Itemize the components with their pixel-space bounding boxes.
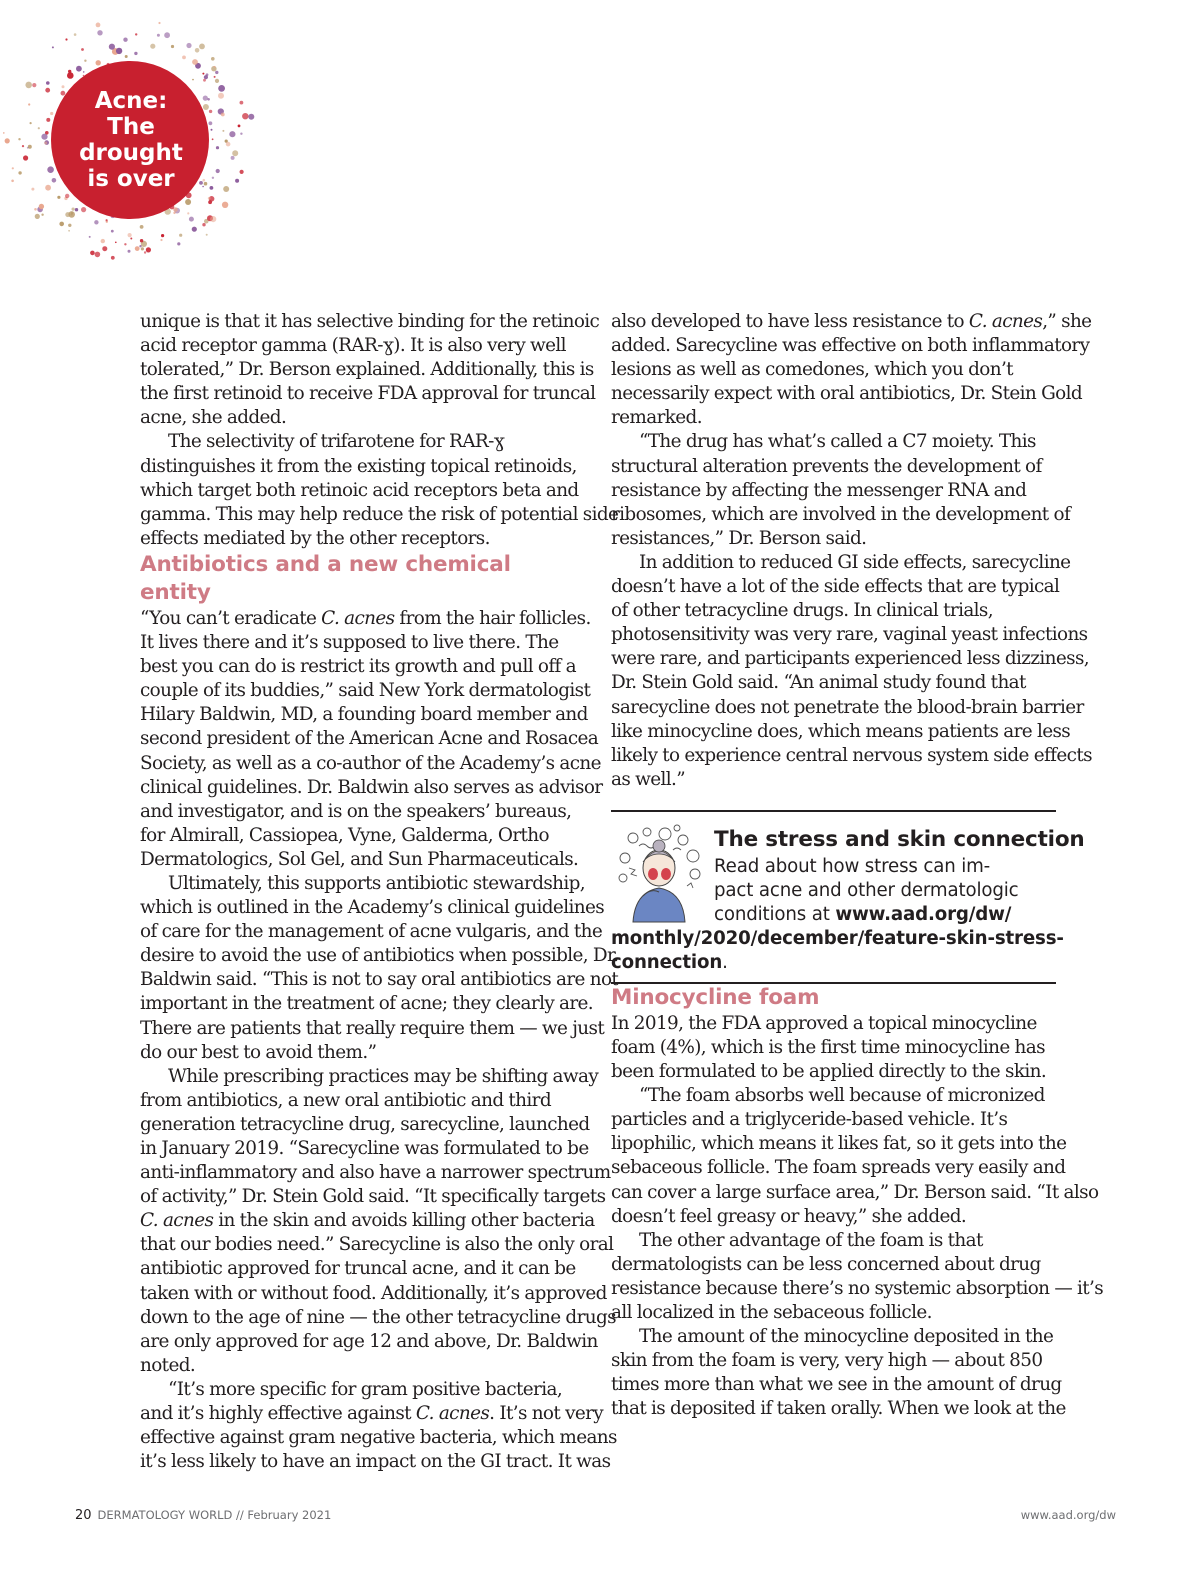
text-line: The selectivity of trifarotene for RAR-ɣ xyxy=(168,431,505,453)
text-line: like minocycline does, which means patients are less xyxy=(611,720,1071,742)
badge-dot xyxy=(164,32,170,38)
callout-body xyxy=(714,855,1059,927)
text-line: photosensitivity was very rare, vaginal yeast infections xyxy=(611,624,1088,646)
badge-dot xyxy=(116,48,122,54)
badge-dot xyxy=(139,245,141,247)
paragraph xyxy=(611,310,1092,430)
text-line: resistance because there’s no systemic absorption — it’s xyxy=(611,1277,1104,1299)
section-heading-antibiotics: Antibiotics and a new chemical entity xyxy=(140,551,511,605)
badge-dot xyxy=(109,44,115,50)
badge-dot xyxy=(45,185,51,191)
badge-dot xyxy=(46,81,50,85)
badge-dot xyxy=(71,214,73,216)
badge-dot xyxy=(150,44,155,49)
paragraph xyxy=(140,1065,616,1378)
badge-dot xyxy=(65,38,67,40)
badge-dot xyxy=(67,72,74,79)
text-line: distinguishes it from the existing topical retinoids, xyxy=(140,455,577,477)
badge-dot xyxy=(187,212,189,214)
badge-dot xyxy=(134,52,137,55)
publication-name: DERMATOLOGY WORLD // February 2021 xyxy=(97,1508,332,1522)
badge-dot xyxy=(96,23,101,28)
badge-dot xyxy=(242,113,248,119)
badge-dot xyxy=(28,103,30,105)
badge-dot xyxy=(124,243,126,245)
text-line: effective against gram negative bacteria, which means xyxy=(140,1427,617,1449)
badge-dot xyxy=(223,186,229,192)
text-line: Dermatologics, Sol Gel, and Sun Pharmaceuticals. xyxy=(140,848,579,870)
text-line: structural alteration prevents the development of xyxy=(611,455,1042,477)
badge-dot xyxy=(218,93,224,99)
callout-title: The stress and skin connection xyxy=(714,826,1085,852)
badge-dot xyxy=(18,138,20,140)
badge-dot xyxy=(41,134,47,140)
badge-dot xyxy=(216,146,219,149)
badge-dot xyxy=(39,204,44,209)
badge-dot xyxy=(195,48,200,53)
badge-dot xyxy=(211,129,213,131)
text-line: acid receptor gamma (RAR-ɣ). It is also very well xyxy=(140,335,566,357)
text-line: “The foam absorbs well because of micronized xyxy=(639,1085,1045,1107)
badge-dot xyxy=(35,214,40,219)
callout-line-text: conditions at xyxy=(714,903,836,925)
text-line: Dr. Stein Gold said. “An animal study found that xyxy=(611,672,1026,694)
badge-dot xyxy=(232,150,238,156)
badge-line: is over xyxy=(87,166,175,192)
badge-dot xyxy=(216,169,220,173)
badge-dot xyxy=(240,133,242,135)
text-line: particles and a triglyceride-based vehicle. It’s xyxy=(611,1109,1008,1131)
text-line: The other advantage of the foam is that xyxy=(639,1229,983,1251)
badge-dot xyxy=(218,85,225,92)
text-line: likely to experience central nervous system side effects xyxy=(611,744,1092,766)
badge-dot xyxy=(115,242,117,244)
badge-dot xyxy=(171,45,174,48)
footer-publication xyxy=(75,1508,331,1523)
badge-title xyxy=(52,88,210,192)
badge-dot xyxy=(210,186,214,190)
badge-dot xyxy=(101,239,105,243)
badge-dot xyxy=(31,188,34,191)
badge-dot xyxy=(215,79,219,83)
badge-dot xyxy=(248,114,254,120)
badge-dot xyxy=(199,44,205,50)
text-line: anti-inflammatory and also have a narrower spectrum xyxy=(140,1162,611,1184)
badge-dot xyxy=(3,132,5,134)
badge-line: Acne: xyxy=(94,88,168,114)
badge-dot xyxy=(23,155,28,160)
badge-dot xyxy=(212,177,214,179)
paragraph xyxy=(140,1378,617,1474)
text-line: of other tetracycline drugs. In clinical trials, xyxy=(611,600,993,622)
badge-dot xyxy=(44,142,47,145)
badge-dot xyxy=(186,43,191,48)
badge-dot xyxy=(30,122,32,124)
callout-link[interactable]: monthly/2020/december/feature-skin-stress- xyxy=(611,927,1064,949)
callout-tail xyxy=(611,927,1064,975)
paragraph xyxy=(140,872,619,1065)
badge-dot xyxy=(240,170,244,174)
text-line: resistances,” Dr. Berson said. xyxy=(611,527,867,549)
badge-dot xyxy=(102,246,107,251)
badge-dot xyxy=(65,194,69,198)
paragraph xyxy=(611,1084,1099,1229)
text-line: couple of its buddies,” said New York dermatologist xyxy=(140,680,591,702)
paragraph xyxy=(611,1012,1056,1084)
paragraph xyxy=(140,430,619,550)
text-line: from antibiotics, a new oral antibiotic and third xyxy=(140,1089,551,1111)
text-line: gamma. This may help reduce the risk of potential side xyxy=(140,503,619,525)
text-line: all localized in the sebaceous follicle. xyxy=(611,1302,932,1323)
paragraph xyxy=(611,430,1071,550)
page-number: 20 xyxy=(75,1508,92,1523)
text-line: “The drug has what’s called a C7 moiety. This xyxy=(639,431,1036,453)
badge-dot xyxy=(57,196,60,199)
callout-line: Read about how stress can im- xyxy=(714,855,991,877)
text-line: Hilary Baldwin, MD, a founding board member and xyxy=(140,704,588,726)
badge-dot xyxy=(52,46,54,48)
badge-dot xyxy=(221,113,225,117)
stressed-woman-illustration xyxy=(613,824,709,924)
text-line: that our bodies need.” Sarecycline is also the only oral xyxy=(140,1234,614,1256)
text-line: generation tetracycline drug, sarecycline, launched xyxy=(140,1113,590,1135)
badge-dot xyxy=(25,82,32,89)
badge-dot xyxy=(22,145,24,147)
text-line: second president of the American Acne and Rosacea xyxy=(140,728,599,750)
text-line: as well.” xyxy=(611,768,686,790)
text-line: skin from the foam is very, very high — about 850 xyxy=(611,1350,1043,1372)
badge-dot xyxy=(212,138,214,140)
text-line: acne, she added. xyxy=(140,407,287,429)
callout-link[interactable]: www.aad.org/dw/ xyxy=(835,903,1012,925)
badge-dot xyxy=(111,230,114,233)
text-line: tolerated,” Dr. Berson explained. Additionally, this is xyxy=(140,359,594,381)
badge-dot xyxy=(140,225,144,229)
text-line: noted. xyxy=(140,1354,196,1376)
text-line: effects mediated by the other receptors. xyxy=(140,527,490,549)
text-line: were rare, and participants experienced less dizziness, xyxy=(611,648,1089,670)
badge-dot xyxy=(81,48,84,51)
text-line: added. Sarecycline was effective on both inflammatory xyxy=(611,335,1090,357)
badge-dot xyxy=(222,202,228,208)
text-line: which is outlined in the Academy’s clinical guidelines xyxy=(140,897,605,919)
text-line: “It’s more specific for gram positive bacteria, xyxy=(168,1378,563,1400)
text-line: In 2019, the FDA approved a topical minocycline xyxy=(611,1012,1037,1034)
text-line: and investigator, and is on the speakers’ bureaus, xyxy=(140,800,572,822)
paragraph xyxy=(611,1229,1104,1325)
badge-dot xyxy=(123,38,127,42)
badge-dot xyxy=(90,251,95,256)
text-line: lipophilic, which means it likes fat, so it gets into the xyxy=(611,1133,1067,1155)
badge-dot xyxy=(185,199,191,205)
stress-skin-callout xyxy=(611,810,1085,984)
badge-dot xyxy=(202,73,204,75)
badge-dot xyxy=(146,247,151,252)
text-line: clinical guidelines. Dr. Baldwin also serves as advisor xyxy=(140,776,603,798)
badge-dot xyxy=(208,200,212,204)
section-badge xyxy=(0,0,260,260)
badge-dot xyxy=(76,66,82,72)
badge-dot xyxy=(240,101,244,105)
text-line: Baldwin said. “This is not to say oral antibiotics are not xyxy=(140,969,619,991)
badge-dot xyxy=(27,147,29,149)
section-heading-minocycline: Minocycline foam xyxy=(611,984,820,1010)
paragraph xyxy=(140,310,600,430)
badge-dot xyxy=(206,73,209,76)
badge-dot xyxy=(231,156,235,160)
badge-dot xyxy=(34,208,37,211)
badge-dot xyxy=(215,71,218,74)
text-line: “You can’t eradicate C. acnes from the hair follicles. xyxy=(140,607,591,629)
badge-dot xyxy=(211,57,215,61)
text-line: There are patients that really require them — we just xyxy=(140,1017,605,1039)
text-line: taken with or without food. Additionally, it’s approved xyxy=(140,1282,607,1304)
text-line: of care for the management of acne vulgaris, and the xyxy=(140,921,603,943)
badge-dot xyxy=(38,127,40,129)
text-line: the first retinoid to receive FDA approval for truncal xyxy=(140,383,596,405)
badge-dot xyxy=(18,171,21,174)
text-line: are only approved for age 12 and above, Dr. Baldwin xyxy=(140,1330,598,1352)
text-line: best you can do is restrict its growth and pull off a xyxy=(140,656,577,678)
badge-dot xyxy=(106,219,108,221)
badge-dot xyxy=(95,252,101,258)
text-line: do our best to avoid them.” xyxy=(140,1041,377,1063)
badge-dot xyxy=(135,246,140,251)
text-line: Society, as well as a co-author of the Academy’s acne xyxy=(140,752,601,774)
text-line: important in the treatment of acne; they clearly are. xyxy=(140,993,594,1015)
badge-dot xyxy=(81,207,86,212)
badge-dot xyxy=(141,247,144,250)
badge-dot xyxy=(179,234,182,237)
badge-dot xyxy=(214,66,216,68)
badge-dot xyxy=(173,212,175,214)
text-line: also developed to have less resistance to C. acnes,” she xyxy=(611,311,1092,332)
badge-dot xyxy=(72,208,75,211)
badge-dot xyxy=(182,56,186,60)
paragraph xyxy=(611,551,1092,792)
text-line: it’s less likely to have an impact on the GI tract. It was xyxy=(140,1451,611,1473)
text-line: that is deposited if taken orally. When we look at the xyxy=(611,1398,1066,1420)
text-line: foam (4%), which is the first time minocycline has xyxy=(611,1036,1045,1058)
callout-period: . xyxy=(722,951,728,973)
callout-line xyxy=(611,951,1056,975)
badge-dot xyxy=(135,33,137,35)
badge-dot xyxy=(32,83,36,87)
left-column xyxy=(140,310,619,1474)
badge-dot xyxy=(128,233,132,237)
badge-dot xyxy=(59,222,64,227)
text-line: The amount of the minocycline deposited in the xyxy=(639,1326,1054,1348)
footer-url[interactable]: www.aad.org/dw xyxy=(1020,1508,1116,1522)
badge-dot xyxy=(157,34,160,37)
badge-dot xyxy=(161,234,164,237)
badge-dot xyxy=(192,227,197,232)
text-line: doesn’t have a lot of the side effects that are typical xyxy=(611,576,1060,598)
badge-dot xyxy=(74,33,77,36)
callout-line xyxy=(611,927,1064,951)
badge-dot xyxy=(46,118,50,122)
text-line: dermatologists can be less concerned about drug xyxy=(611,1253,1041,1275)
text-line: Ultimately, this supports antibiotic stewardship, xyxy=(168,872,586,894)
badge-dot xyxy=(130,238,132,240)
text-line: resistance by affecting the messenger RNA and xyxy=(611,479,1027,501)
text-line: times more than what we see in the amount of drug xyxy=(611,1374,1062,1396)
badge-dot xyxy=(68,70,71,73)
badge-dot xyxy=(222,130,224,132)
badge-dot xyxy=(140,239,143,242)
badge-dot xyxy=(210,216,216,222)
text-line: and it’s highly effective against C. acnes. It’s not very xyxy=(140,1403,604,1425)
text-line: in January 2019. “Sarecycline was formulated to be xyxy=(140,1138,589,1159)
badge-dot xyxy=(192,59,198,65)
text-line: can cover a large surface area,” Dr. Berson said. “It also xyxy=(611,1181,1099,1203)
badge-dot xyxy=(189,217,194,222)
badge-dot xyxy=(89,236,91,238)
badge-dot xyxy=(208,197,211,200)
text-line: It lives there and it’s supposed to live there. The xyxy=(140,632,559,654)
badge-dot xyxy=(158,22,160,24)
text-line: ribosomes, which are involved in the development of xyxy=(611,503,1071,525)
text-line: In addition to reduced GI side effects, sarecycline xyxy=(639,551,1071,573)
paragraph xyxy=(140,607,603,872)
badge-dot xyxy=(84,60,86,62)
text-line: sarecycline does not penetrate the blood-brain barrier xyxy=(611,696,1084,718)
badge-dot xyxy=(75,208,78,211)
badge-dot xyxy=(5,138,10,143)
badge-dot xyxy=(144,251,146,253)
text-line: lesions as well as comedones, which you don’t xyxy=(611,359,1013,381)
text-line: down to the age of nine — the other tetracycline drugs xyxy=(140,1306,616,1328)
badge-dot xyxy=(12,167,14,169)
badge-dot xyxy=(128,250,131,253)
text-line: sebaceous follicle. The foam spreads very easily and xyxy=(611,1157,1066,1179)
text-line: antibiotic approved for truncal acne, and it can be xyxy=(140,1258,576,1280)
badge-dot xyxy=(83,71,85,73)
badge-dot xyxy=(160,239,162,241)
badge-dot xyxy=(226,142,231,147)
badge-dot xyxy=(214,76,216,78)
badge-dot xyxy=(94,220,98,224)
badge-dot xyxy=(111,256,115,260)
callout-line xyxy=(714,903,1059,927)
badge-dot xyxy=(125,55,128,58)
badge-dot xyxy=(206,234,208,236)
badge-dot xyxy=(11,180,14,183)
text-line: C. acnes in the skin and avoids killing other bacteria xyxy=(140,1210,595,1232)
badge-dot xyxy=(96,60,101,65)
text-line: desire to avoid the use of antibiotics when possible, Dr. xyxy=(140,945,619,967)
text-line: which target both retinoic acid receptors beta and xyxy=(140,479,579,501)
badge-dot xyxy=(97,30,102,35)
text-line: While prescribing practices may be shifting away xyxy=(168,1065,599,1087)
paragraph xyxy=(611,1325,1066,1421)
badge-dot xyxy=(229,131,235,137)
badge-dot xyxy=(235,179,239,183)
badge-dot xyxy=(45,88,50,93)
text-line: necessarily expect with oral antibiotics, Dr. Stein Gold xyxy=(611,383,1083,405)
badge-dot xyxy=(68,224,71,227)
right-column xyxy=(611,310,1104,1421)
text-line: doesn’t feel greasy or heavy,” she added. xyxy=(611,1205,967,1227)
text-line: remarked. xyxy=(611,407,702,429)
badge-dot xyxy=(68,230,70,232)
text-line: unique is that it has selective binding for the retinoic xyxy=(140,311,600,332)
badge-dot xyxy=(202,223,205,226)
text-line: for Almirall, Cassiopea, Vyne, Galderma, Ortho xyxy=(140,824,549,846)
callout-line: pact acne and other dermatologic xyxy=(714,879,1019,901)
text-line: of activity,” Dr. Stein Gold said. “It specifically targets xyxy=(140,1186,606,1208)
text-line: been formulated to be applied directly to the skin. xyxy=(611,1061,1047,1083)
callout-link[interactable]: connection xyxy=(611,951,723,973)
badge-line: The drought xyxy=(79,114,183,166)
badge-dot xyxy=(192,79,194,81)
badge-dot xyxy=(238,125,241,128)
badge-dot xyxy=(177,242,180,245)
badge-dot xyxy=(41,214,43,216)
